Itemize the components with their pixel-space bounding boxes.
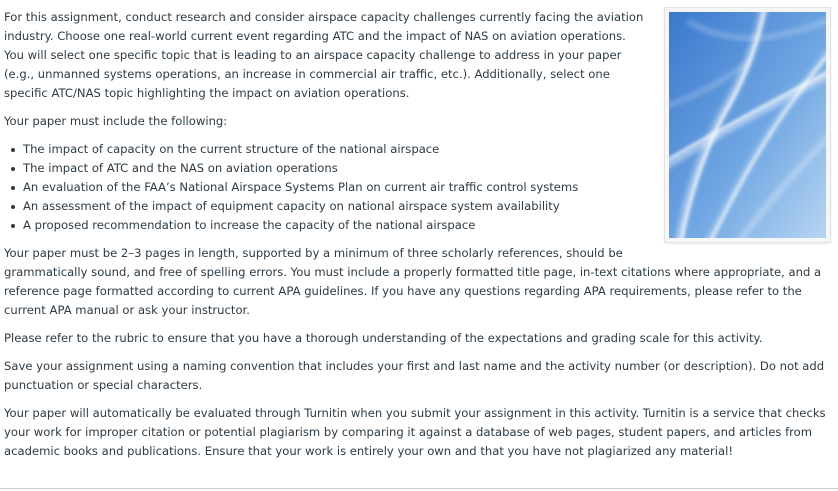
list-item: The impact of capacity on the current structure of the national airspace (23, 140, 832, 159)
bottom-divider (0, 488, 838, 489)
intro-paragraph: For this assignment, conduct research and consider airspace capacity challenges currently facing the aviation industry. Choose one real-world current event regarding ATC and the impact of NAS on aviation operations. You will select one specific topic that is leading to an airspace capacity challenge to address in your paper (e.g., unmanned systems operations, an increase in commercial air traffic, etc.). Additionally, select one specific ATC/NAS topic highlighting the impact on aviation operations. (4, 10, 644, 100)
list-item: An evaluation of the FAA’s National Airspace Systems Plan on current air traffic control systems (23, 178, 832, 197)
requirements-list (4, 140, 832, 235)
list-item: The impact of ATC and the NAS on aviation operations (23, 159, 832, 178)
length-paragraph: Your paper must be 2–3 pages in length, supported by a minimum of three scholarly references, should be grammatically sound, and free of spelling errors. You must include a properly formatted title page, in-text citations where appropriate, and a reference page formatted according to current APA guidelines. If you have any questions regarding APA requirements, please refer to the current APA manual or ask your instructor. (4, 246, 822, 317)
list-item: A proposed recommendation to increase the capacity of the national airspace (23, 216, 832, 235)
rubric-paragraph: Please refer to the rubric to ensure that you have a thorough understanding of the expectations and grading scale for this activity. (4, 331, 763, 345)
requirements-heading: Your paper must include the following: (4, 114, 228, 128)
naming-paragraph: Save your assignment using a naming convention that includes your first and last name and the activity number (or description). Do not add punctuation or special characters. (4, 359, 825, 392)
turnitin-paragraph: Your paper will automatically be evaluated through Turnitin when you submit your assignment in this activity. Turnitin is a service that checks your work for improper citation or potential plagiarism by comparing it against a database of web pages, student papers, and articles from academic books and publications. Ensure that your work is entirely your own and that you have not plagiarized any material! (4, 406, 826, 458)
list-item: An assessment of the impact of equipment capacity on national airspace system availability (23, 197, 832, 216)
assignment-body (4, 8, 832, 470)
